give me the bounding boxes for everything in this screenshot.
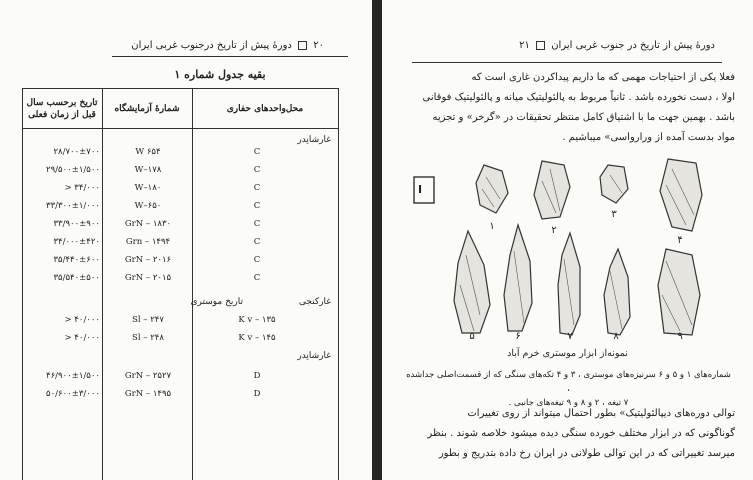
header-box-icon xyxy=(298,41,307,50)
figure-number-7: ۷ xyxy=(567,331,573,340)
group-label: غارشانِدر xyxy=(297,135,331,145)
figure-number-9: ۹ xyxy=(677,331,683,340)
text-line: فعلا یکی از احتیاجات مهمی که ما داریم پیداکردن غاری است که xyxy=(471,72,735,83)
cell-lab-number: W–۶۵۰ xyxy=(134,201,162,211)
cell-lab-number: W–۱۸۰ xyxy=(134,183,162,193)
cell-lab-number: GrN – ۲۵۲۷ xyxy=(124,371,172,381)
cell-lab-number: Grn – ۱۴۹۴ xyxy=(125,237,171,247)
cell-date: ۲۸/۷۰۰±۷۰۰ xyxy=(53,147,100,157)
text-line: اولا ، دست نخورده باشد . ثانیاً مربوط به پالئولیتیک میانه و پالئولیتیک فوقانی xyxy=(422,92,735,103)
header-box-icon xyxy=(536,41,545,50)
paragraph-intro xyxy=(405,68,735,148)
cell-lab-number: W ۶۵۴ xyxy=(135,147,161,157)
table-header-rule xyxy=(22,128,339,129)
tool-drawing-9 xyxy=(658,249,700,335)
cell-unit: C xyxy=(253,165,261,175)
cell-unit: C xyxy=(253,255,261,265)
right-page xyxy=(382,0,753,480)
figure-panel-label: I xyxy=(418,183,423,196)
tool-drawing-2 xyxy=(534,161,570,219)
tool-drawing-7 xyxy=(558,233,580,335)
cell-date: ۳۴/۰۰۰±۴۲۰ xyxy=(53,237,100,247)
right-page-number: ۲۱ xyxy=(519,40,530,51)
cell-unit: C xyxy=(253,273,261,283)
group-label: تاریخ موستری xyxy=(190,297,243,307)
left-page xyxy=(0,0,372,480)
table-border-right xyxy=(338,89,339,480)
cell-unit: K v – ۱۴۵ xyxy=(238,333,276,343)
figure-caption: نمونه‌از ابزار موستری خرم آباد xyxy=(507,348,628,359)
table-border-left xyxy=(22,89,23,480)
cell-unit: D xyxy=(253,371,261,381)
text-line: باشد . بهمین جهت ما با اشتیاق کامل منتظر تحقیقات در «گرخر» و تجزیه xyxy=(432,112,735,123)
figure-panel-box xyxy=(414,177,434,203)
right-header-rule xyxy=(412,62,722,63)
left-page-number: ۲۰ xyxy=(313,40,324,51)
table-title: بقیه جدول شماره ۱ xyxy=(174,68,266,81)
text-line: ۷ تیغه ، ۲ و ۸ و ۹ تیغه‌های جانبی . xyxy=(508,398,629,408)
text-line: میرسد تغییراتی که در این توالی طولانی در ایران رخ داده بتدریج و بطور xyxy=(438,448,735,459)
cell-unit: D xyxy=(253,389,261,399)
left-header-rule xyxy=(112,56,348,57)
column-header-unit: محل‌واحدهای حفاری xyxy=(226,104,304,114)
cell-date: ۳۳/۹۰۰±۹۰۰ xyxy=(53,219,100,229)
cell-date: ۲۹/۵۰۰±۱/۵۰۰ xyxy=(46,165,100,175)
cell-lab-number: W–۱۷۸ xyxy=(134,165,162,175)
cell-date: ۳۳/۳۰۰±۱/۰۰۰ xyxy=(46,201,100,211)
tool-drawing-3 xyxy=(600,165,628,203)
group-label: غارشانِدر xyxy=(297,351,331,361)
cell-lab-number: GrN – ۱۴۹۵ xyxy=(124,389,172,399)
left-running-header xyxy=(131,40,324,51)
cell-date: > ۴۰/۰۰۰ xyxy=(64,315,100,325)
right-running-title: دورهٔ پیش از تاریخ در جنوب غربی ایران xyxy=(551,40,715,51)
right-running-header xyxy=(519,40,715,51)
figure-number-2: ۲ xyxy=(551,225,557,236)
text-line: مواد بدست آمده از ورارواسی» میباشیم . xyxy=(562,132,735,143)
figure-number-3: ۳ xyxy=(611,209,617,220)
cell-lab-number: GrN – ۱۸۳۰ xyxy=(124,219,172,229)
tool-drawing-1 xyxy=(476,165,508,213)
cell-date: ۳۵/۵۴۰±۵۰۰ xyxy=(53,273,100,283)
figure-number-6: ۶ xyxy=(515,331,521,340)
figure-number-1: ۱ xyxy=(489,221,495,232)
text-line: گوناگونی که در ابزار مختلف خورده سنگی دیده میشود خلاصه شوند . بنظر xyxy=(427,428,735,439)
cell-unit: C xyxy=(253,183,261,193)
cell-lab-number: GrN – ۲۰۱۵ xyxy=(124,273,172,283)
cell-date: ۵۰/۶۰۰±۳/۰۰۰ xyxy=(46,389,100,399)
group-label: غارکنجی xyxy=(298,297,331,307)
cell-lab-number: Sl – ۲۴۷ xyxy=(132,315,164,325)
cell-unit: C xyxy=(253,147,261,157)
table-column-divider xyxy=(192,89,193,480)
cell-lab-number: GrN – ۲۰۱۶ xyxy=(124,255,172,265)
column-header-lab: شمارهٔ آزمایشگاه xyxy=(114,104,180,114)
figure-number-5: ۵ xyxy=(469,331,475,340)
stone-tools-figure xyxy=(410,155,722,340)
figure-number-4: ۴ xyxy=(677,235,683,246)
cell-unit: C xyxy=(253,219,261,229)
cell-unit: K v – ۱۳۵ xyxy=(238,315,276,325)
figure-number-8: ۸ xyxy=(613,331,619,340)
column-header-date: تاریخ برحسب سال قبل از زمان فعلی xyxy=(26,98,98,120)
tool-drawing-8 xyxy=(604,249,630,335)
dating-table xyxy=(22,88,339,480)
cell-date: ۳۵/۴۴۰±۶۰۰ xyxy=(53,255,100,265)
cell-lab-number: Sl – ۲۴۸ xyxy=(132,333,164,343)
paragraph-sequence xyxy=(405,404,735,464)
cell-date: > ۴۰/۰۰۰ xyxy=(64,333,100,343)
table-column-divider xyxy=(102,89,103,480)
left-running-title: دورهٔ پیش از تاریخ درجنوب غربی ایران xyxy=(131,40,292,51)
book-gutter xyxy=(372,0,382,480)
text-line: شماره‌های ۱ و ۵ و ۶ سرنیزه‌های موستری ، ۳ و ۴ تکه‌های سنگی که از قسمت‌اصلی جداشده ، xyxy=(406,370,731,394)
cell-unit: C xyxy=(253,201,261,211)
cell-date: > ۳۴/۰۰۰ xyxy=(64,183,100,193)
cell-date: ۴۶/۹۰۰±۱/۵۰۰ xyxy=(46,371,100,381)
tool-drawing-4 xyxy=(660,159,702,231)
cell-unit: C xyxy=(253,237,261,247)
text-line: توالی دوره‌های دیپالئولیتیک» بطور احتمال میتواند از روی تغییرات xyxy=(467,408,735,419)
